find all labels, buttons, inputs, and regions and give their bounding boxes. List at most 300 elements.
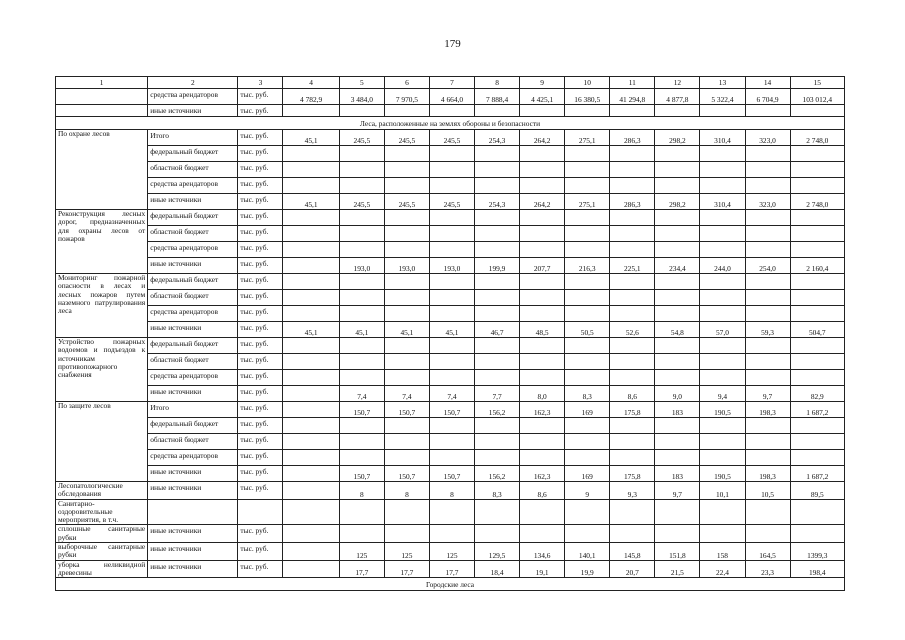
value-cell: 1 687,2	[790, 466, 844, 482]
unit-cell: тыс. руб.	[238, 370, 283, 386]
value-cell: 54,8	[655, 322, 700, 338]
value-cell: 183	[655, 466, 700, 482]
value-cell	[384, 418, 429, 434]
unit-cell: тыс. руб.	[238, 290, 283, 306]
header-cell: 15	[790, 77, 844, 89]
funding-source	[148, 499, 238, 525]
value-cell: 17,7	[339, 560, 384, 578]
value-cell	[429, 450, 474, 466]
value-cell	[790, 525, 844, 543]
value-cell	[610, 146, 655, 162]
value-cell: 254,3	[475, 130, 520, 146]
value-cell	[700, 178, 745, 194]
value-cell	[700, 306, 745, 322]
value-cell	[520, 499, 565, 525]
section-row	[56, 578, 845, 591]
value-cell	[339, 525, 384, 543]
value-cell: 9,3	[610, 482, 655, 500]
value-cell	[790, 274, 844, 290]
value-cell: 45,1	[384, 322, 429, 338]
value-cell: 183	[655, 402, 700, 418]
value-cell	[610, 370, 655, 386]
value-cell	[745, 450, 790, 466]
value-cell: 140,1	[565, 543, 610, 561]
unit-cell: тыс. руб.	[238, 258, 283, 274]
funding-source: средства арендаторов	[148, 306, 238, 322]
value-cell	[384, 242, 429, 258]
value-cell: 125	[339, 543, 384, 561]
header-cell: 13	[700, 77, 745, 89]
value-cell: 150,7	[384, 402, 429, 418]
table-row	[56, 105, 845, 117]
value-cell	[790, 146, 844, 162]
unit-cell: тыс. руб.	[238, 322, 283, 338]
table-row	[56, 543, 845, 561]
value-cell: 244,0	[700, 258, 745, 274]
value-cell: 45,1	[283, 130, 339, 146]
value-cell	[475, 306, 520, 322]
funding-source: иные источники	[148, 194, 238, 210]
unit-cell: тыс. руб.	[238, 226, 283, 242]
header-cell: 1	[56, 77, 148, 89]
value-cell: 158	[700, 543, 745, 561]
value-cell	[339, 418, 384, 434]
funding-source: иные источники	[148, 466, 238, 482]
value-cell: 20,7	[610, 560, 655, 578]
value-cell	[700, 242, 745, 258]
value-cell	[384, 306, 429, 322]
unit-cell	[238, 499, 283, 525]
value-cell	[384, 146, 429, 162]
table-row	[56, 130, 845, 146]
value-cell	[700, 226, 745, 242]
value-cell	[610, 434, 655, 450]
value-cell	[790, 354, 844, 370]
value-cell: 10,5	[745, 482, 790, 500]
value-cell	[565, 450, 610, 466]
value-cell: 17,7	[429, 560, 474, 578]
value-cell	[339, 105, 384, 117]
value-cell	[790, 306, 844, 322]
value-cell	[655, 525, 700, 543]
value-cell: 59,3	[745, 322, 790, 338]
value-cell	[283, 499, 339, 525]
value-cell: 8,0	[520, 386, 565, 402]
value-cell: 298,2	[655, 194, 700, 210]
value-cell	[475, 242, 520, 258]
funding-source: Итого	[148, 130, 238, 146]
value-cell: 199,9	[475, 258, 520, 274]
value-cell: 8	[384, 482, 429, 500]
value-cell	[384, 290, 429, 306]
value-cell	[610, 162, 655, 178]
value-cell: 286,3	[610, 194, 655, 210]
value-cell	[655, 242, 700, 258]
value-cell	[339, 290, 384, 306]
value-cell: 175,8	[610, 466, 655, 482]
value-cell: 17,7	[384, 560, 429, 578]
value-cell	[520, 274, 565, 290]
value-cell	[384, 338, 429, 354]
value-cell: 7 970,5	[384, 89, 429, 105]
value-cell	[283, 418, 339, 434]
value-cell	[565, 105, 610, 117]
value-cell	[475, 354, 520, 370]
table-row	[56, 258, 845, 274]
table-row	[56, 162, 845, 178]
value-cell	[283, 482, 339, 500]
value-cell: 162,3	[520, 466, 565, 482]
unit-cell: тыс. руб.	[238, 402, 283, 418]
value-cell	[700, 274, 745, 290]
value-cell: 2 160,4	[790, 258, 844, 274]
value-cell	[283, 434, 339, 450]
value-cell	[790, 370, 844, 386]
value-cell	[745, 525, 790, 543]
table-row	[56, 338, 845, 354]
activity-label: сплошные санитарные рубки	[56, 525, 148, 543]
value-cell	[520, 370, 565, 386]
value-cell	[429, 105, 474, 117]
value-cell: 150,7	[429, 466, 474, 482]
value-cell: 16 380,5	[565, 89, 610, 105]
table-row	[56, 290, 845, 306]
value-cell: 216,3	[565, 258, 610, 274]
value-cell: 156,2	[475, 466, 520, 482]
header-cell: 6	[384, 77, 429, 89]
value-cell	[655, 210, 700, 226]
value-cell	[565, 434, 610, 450]
value-cell	[339, 434, 384, 450]
value-cell	[339, 146, 384, 162]
value-cell: 264,2	[520, 130, 565, 146]
value-cell	[790, 242, 844, 258]
value-cell: 6 704,9	[745, 89, 790, 105]
value-cell: 129,5	[475, 543, 520, 561]
activity-label: Реконструкция лесных дорог, предназначенных для охраны лесов от пожаров	[56, 210, 148, 274]
value-cell	[745, 499, 790, 525]
value-cell: 48,5	[520, 322, 565, 338]
value-cell	[429, 178, 474, 194]
value-cell	[655, 418, 700, 434]
value-cell: 7,4	[384, 386, 429, 402]
value-cell	[610, 525, 655, 543]
value-cell: 169	[565, 402, 610, 418]
value-cell	[700, 525, 745, 543]
value-cell	[429, 499, 474, 525]
value-cell	[283, 338, 339, 354]
value-cell	[384, 450, 429, 466]
value-cell	[790, 499, 844, 525]
value-cell: 175,8	[610, 402, 655, 418]
value-cell	[283, 402, 339, 418]
funding-source: средства арендаторов	[148, 370, 238, 386]
table-row	[56, 434, 845, 450]
value-cell	[745, 290, 790, 306]
unit-cell: тыс. руб.	[238, 89, 283, 105]
value-cell: 8,6	[520, 482, 565, 500]
value-cell: 2 748,0	[790, 130, 844, 146]
unit-cell: тыс. руб.	[238, 450, 283, 466]
value-cell: 21,5	[655, 560, 700, 578]
value-cell: 245,5	[429, 130, 474, 146]
value-cell	[790, 162, 844, 178]
value-cell	[283, 560, 339, 578]
value-cell	[610, 338, 655, 354]
value-cell	[700, 434, 745, 450]
header-cell: 3	[238, 77, 283, 89]
value-cell: 162,3	[520, 402, 565, 418]
table-row	[56, 178, 845, 194]
header-cell: 5	[339, 77, 384, 89]
unit-cell: тыс. руб.	[238, 543, 283, 561]
value-cell	[339, 370, 384, 386]
value-cell	[745, 418, 790, 434]
value-cell: 23,3	[745, 560, 790, 578]
value-cell	[475, 418, 520, 434]
value-cell	[283, 146, 339, 162]
value-cell	[475, 178, 520, 194]
table-row	[56, 466, 845, 482]
value-cell	[520, 146, 565, 162]
section-title: Городские леса	[56, 578, 845, 591]
value-cell	[429, 525, 474, 543]
value-cell	[520, 105, 565, 117]
unit-cell: тыс. руб.	[238, 525, 283, 543]
table-row	[56, 354, 845, 370]
value-cell: 1 687,2	[790, 402, 844, 418]
funding-source: средства арендаторов	[148, 242, 238, 258]
budget-table	[55, 76, 845, 591]
value-cell: 234,4	[655, 258, 700, 274]
value-cell: 193,0	[429, 258, 474, 274]
unit-cell: тыс. руб.	[238, 105, 283, 117]
value-cell	[520, 290, 565, 306]
value-cell: 18,4	[475, 560, 520, 578]
value-cell: 46,7	[475, 322, 520, 338]
value-cell	[283, 354, 339, 370]
value-cell	[520, 525, 565, 543]
value-cell	[429, 210, 474, 226]
value-cell: 310,4	[700, 194, 745, 210]
value-cell: 9,7	[745, 386, 790, 402]
page-number: 179	[444, 38, 461, 50]
value-cell	[384, 434, 429, 450]
value-cell	[610, 210, 655, 226]
value-cell	[429, 242, 474, 258]
value-cell: 7 888,4	[475, 89, 520, 105]
value-cell	[565, 210, 610, 226]
value-cell	[745, 434, 790, 450]
value-cell	[475, 105, 520, 117]
value-cell	[655, 354, 700, 370]
value-cell	[745, 274, 790, 290]
value-cell	[520, 306, 565, 322]
value-cell	[655, 146, 700, 162]
value-cell: 9,0	[655, 386, 700, 402]
section-title: Леса, расположенные на землях обороны и безопасности	[56, 117, 845, 130]
value-cell	[745, 178, 790, 194]
value-cell	[339, 178, 384, 194]
value-cell	[610, 354, 655, 370]
unit-cell: тыс. руб.	[238, 194, 283, 210]
activity-label: уборка неликвидной древесины	[56, 560, 148, 578]
value-cell	[700, 146, 745, 162]
unit-cell: тыс. руб.	[238, 274, 283, 290]
value-cell: 8	[339, 482, 384, 500]
value-cell	[339, 242, 384, 258]
value-cell: 19,1	[520, 560, 565, 578]
funding-source: федеральный бюджет	[148, 210, 238, 226]
value-cell	[429, 162, 474, 178]
value-cell	[429, 338, 474, 354]
value-cell	[475, 525, 520, 543]
value-cell: 52,6	[610, 322, 655, 338]
value-cell	[339, 306, 384, 322]
unit-cell: тыс. руб.	[238, 178, 283, 194]
value-cell	[283, 178, 339, 194]
value-cell	[790, 434, 844, 450]
activity-label	[56, 105, 148, 117]
value-cell	[475, 210, 520, 226]
value-cell: 45,1	[339, 322, 384, 338]
table-row	[56, 210, 845, 226]
value-cell	[384, 499, 429, 525]
unit-cell: тыс. руб.	[238, 306, 283, 322]
value-cell	[283, 306, 339, 322]
value-cell: 198,4	[790, 560, 844, 578]
value-cell	[339, 450, 384, 466]
value-cell	[610, 290, 655, 306]
value-cell	[283, 525, 339, 543]
value-cell	[429, 290, 474, 306]
value-cell	[700, 499, 745, 525]
value-cell	[655, 105, 700, 117]
value-cell	[745, 226, 790, 242]
header-cell: 9	[520, 77, 565, 89]
value-cell: 323,0	[745, 194, 790, 210]
value-cell	[745, 105, 790, 117]
value-cell	[745, 338, 790, 354]
value-cell: 190,5	[700, 466, 745, 482]
value-cell	[475, 499, 520, 525]
value-cell	[520, 226, 565, 242]
value-cell	[429, 418, 474, 434]
value-cell	[565, 418, 610, 434]
value-cell	[790, 226, 844, 242]
header-cell: 14	[745, 77, 790, 89]
value-cell	[610, 226, 655, 242]
value-cell	[655, 450, 700, 466]
value-cell	[565, 338, 610, 354]
table-row	[56, 418, 845, 434]
value-cell	[520, 434, 565, 450]
value-cell	[565, 499, 610, 525]
value-cell	[745, 306, 790, 322]
value-cell: 275,1	[565, 130, 610, 146]
unit-cell: тыс. руб.	[238, 386, 283, 402]
unit-cell: тыс. руб.	[238, 338, 283, 354]
value-cell	[565, 178, 610, 194]
value-cell	[429, 146, 474, 162]
value-cell: 4 425,1	[520, 89, 565, 105]
value-cell: 245,5	[339, 130, 384, 146]
value-cell: 198,3	[745, 466, 790, 482]
funding-source: областной бюджет	[148, 162, 238, 178]
funding-source: областной бюджет	[148, 290, 238, 306]
header-cell: 2	[148, 77, 238, 89]
value-cell: 45,1	[283, 194, 339, 210]
header-cell: 10	[565, 77, 610, 89]
activity-label	[56, 89, 148, 105]
value-cell	[475, 146, 520, 162]
header-cell: 12	[655, 77, 700, 89]
value-cell	[520, 242, 565, 258]
value-cell: 2 748,0	[790, 194, 844, 210]
value-cell: 193,0	[339, 258, 384, 274]
funding-source: областной бюджет	[148, 354, 238, 370]
value-cell: 245,5	[339, 194, 384, 210]
unit-cell: тыс. руб.	[238, 242, 283, 258]
table-row	[56, 274, 845, 290]
funding-source: иные источники	[148, 322, 238, 338]
value-cell	[429, 434, 474, 450]
value-cell	[520, 210, 565, 226]
table-row	[56, 402, 845, 418]
funding-source: областной бюджет	[148, 434, 238, 450]
value-cell: 164,5	[745, 543, 790, 561]
activity-label: Устройство пожарных водоемов и подъездов к источникам противопожарного снабжения	[56, 338, 148, 402]
value-cell	[655, 162, 700, 178]
value-cell	[745, 242, 790, 258]
value-cell	[475, 450, 520, 466]
value-cell	[520, 338, 565, 354]
table-row	[56, 322, 845, 338]
value-cell	[384, 525, 429, 543]
header-cell: 4	[283, 77, 339, 89]
value-cell	[283, 274, 339, 290]
value-cell	[475, 370, 520, 386]
value-cell	[790, 210, 844, 226]
funding-source: средства арендаторов	[148, 178, 238, 194]
value-cell: 8	[429, 482, 474, 500]
value-cell: 245,5	[429, 194, 474, 210]
value-cell	[384, 274, 429, 290]
value-cell: 41 294,8	[610, 89, 655, 105]
funding-source: иные источники	[148, 482, 238, 500]
value-cell	[655, 178, 700, 194]
value-cell	[339, 354, 384, 370]
value-cell: 82,9	[790, 386, 844, 402]
value-cell: 310,4	[700, 130, 745, 146]
table-row	[56, 242, 845, 258]
unit-cell: тыс. руб.	[238, 560, 283, 578]
value-cell	[610, 178, 655, 194]
value-cell	[655, 290, 700, 306]
table-row	[56, 499, 845, 525]
value-cell	[700, 105, 745, 117]
value-cell	[283, 162, 339, 178]
value-cell: 1399,3	[790, 543, 844, 561]
value-cell	[610, 105, 655, 117]
value-cell	[655, 226, 700, 242]
value-cell	[283, 386, 339, 402]
value-cell	[700, 290, 745, 306]
value-cell: 8,3	[565, 386, 610, 402]
unit-cell: тыс. руб.	[238, 354, 283, 370]
funding-source: средства арендаторов	[148, 89, 238, 105]
value-cell	[283, 258, 339, 274]
